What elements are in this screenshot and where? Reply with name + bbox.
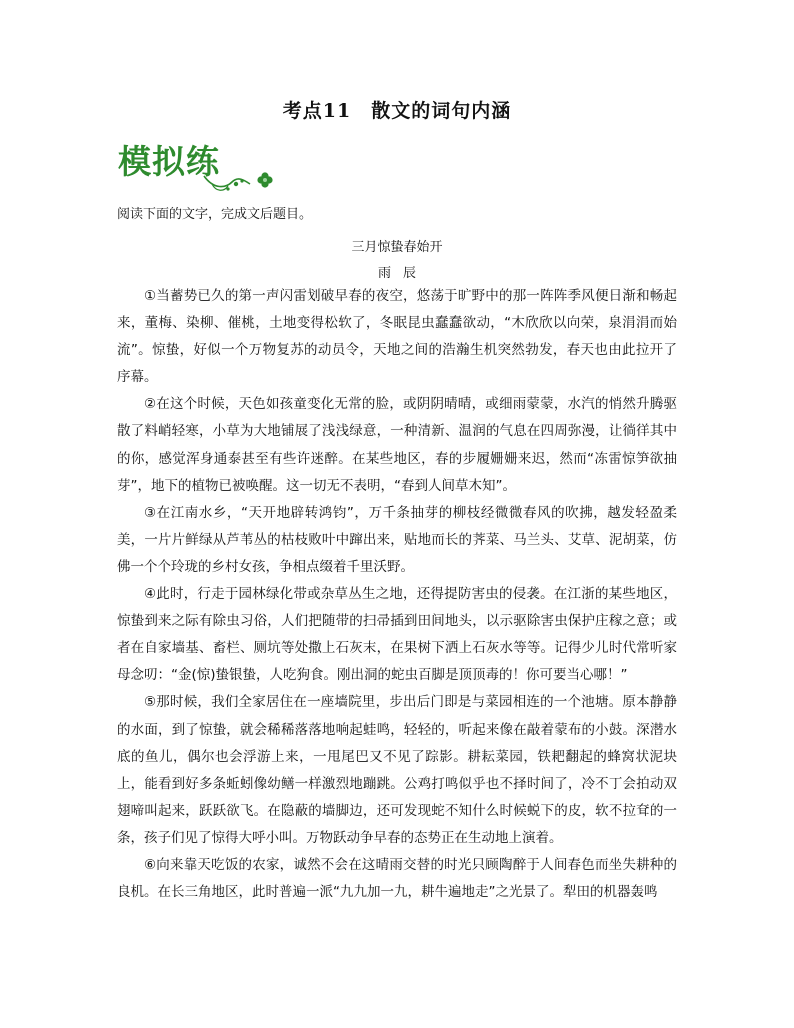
passage-body: [117, 283, 677, 906]
section-badge: [116, 140, 276, 200]
instructions: 阅读下面的文字，完成文后题目。: [117, 207, 313, 222]
passage-author: 雨辰: [377, 266, 428, 281]
badge-label: 模拟练: [118, 142, 220, 181]
paragraph-2: ②在这个时候，天色如孩童变化无常的脸，或阴阴晴晴，或细雨蒙蒙，水汽的悄然升腾驱散了料峭轻寒，小草为大地铺展了浅浅绿意，一种清新、温润的气息在四周弥漫，让徜徉其中的你，感觉浑身通泰甚至有些许迷醉。在某些地区，春的步履姗姗来迟，然而“冻雷惊笋欲抽芽”，地下的植物已被唤醒。这一切无不表明，“春到人间草木知”。: [117, 396, 677, 494]
paragraph-1: ①当蓄势已久的第一声闪雷划破早春的夜空，悠荡于旷野中的那一阵阵季风便日渐和畅起来，董梅、染柳、催桃，土地变得松软了，冬眠昆虫蠢蠢欲动，“木欣欣以向荣，泉涓涓而始流”。惊蛰，好似一个万物复苏的动员令，天地之间的浩瀚生机突然勃发，春天也由此拉开了序幕。: [117, 288, 677, 386]
passage-title: 三月惊蛰春始开: [351, 240, 443, 255]
paragraph-5: ⑤那时候，我们全家居住在一座墙院里，步出后门即是与菜园相连的一个池塘。原本静静的水面，到了惊蛰，就会稀稀落落地响起蛙鸣，轻轻的，听起来像在敲着蒙布的小鼓。深潜水底的鱼儿，偶尔也会浮游上来，一甩尾巴又不见了踪影。耕耘菜园，铁耙翻起的蜂窝状泥块上，能看到好多条蚯蚓像幼鳝一样激烈地蹦跳。公鸡打鸣似乎也不择时间了，冷不丁会拍动双翅啼叫起来，跃跃欲飞。在隐蔽的墙脚边，还可发现蛇不知什么时候蜕下的皮，软不拉耷的一条，孩子们见了惊得大呼小叫。万物跃动争早春的态势正在生动地上演着。: [117, 694, 677, 846]
paragraph-4: ④此时，行走于园林绿化带或杂草丛生之地，还得提防害虫的侵袭。在江浙的某些地区，惊蛰到来之际有除虫习俗，人们把随带的扫帚插到田间地头，以示驱除害虫保护庄稼之意；或者在自家墙基、畜栏、厕坑等处撒上石灰末，在果树下洒上石灰水等等。记得少儿时代常听家母念叨：“金(惊)蛰银蛰，人吃狗食。刚出洞的蛇虫百脚是顶顶毒的！你可要当心哪！”: [117, 586, 677, 684]
page-title: 考点11 散文的词句内涵: [282, 100, 512, 122]
paragraph-3: ③在江南水乡，“天开地辟转鸿钧”，万千条抽芽的柳枝经微微春风的吹拂，越发轻盈柔美，一片片鲜绿从芦苇丛的枯枝败叶中蹿出来，贴地而长的荠菜、马兰头、艾草、泥胡菜，仿佛一个个玲珑的乡村女孩，争相点缀着千里沃野。: [117, 504, 677, 575]
paragraph-6: ⑥向来靠天吃饭的农家，诚然不会在这晴雨交替的时光只顾陶醉于人间春色而坐失耕种的良机。在长三角地区，此时普遍一派“九九加一九，耕牛遍地走”之光景了。犁田的机器轰鸣: [117, 856, 677, 901]
